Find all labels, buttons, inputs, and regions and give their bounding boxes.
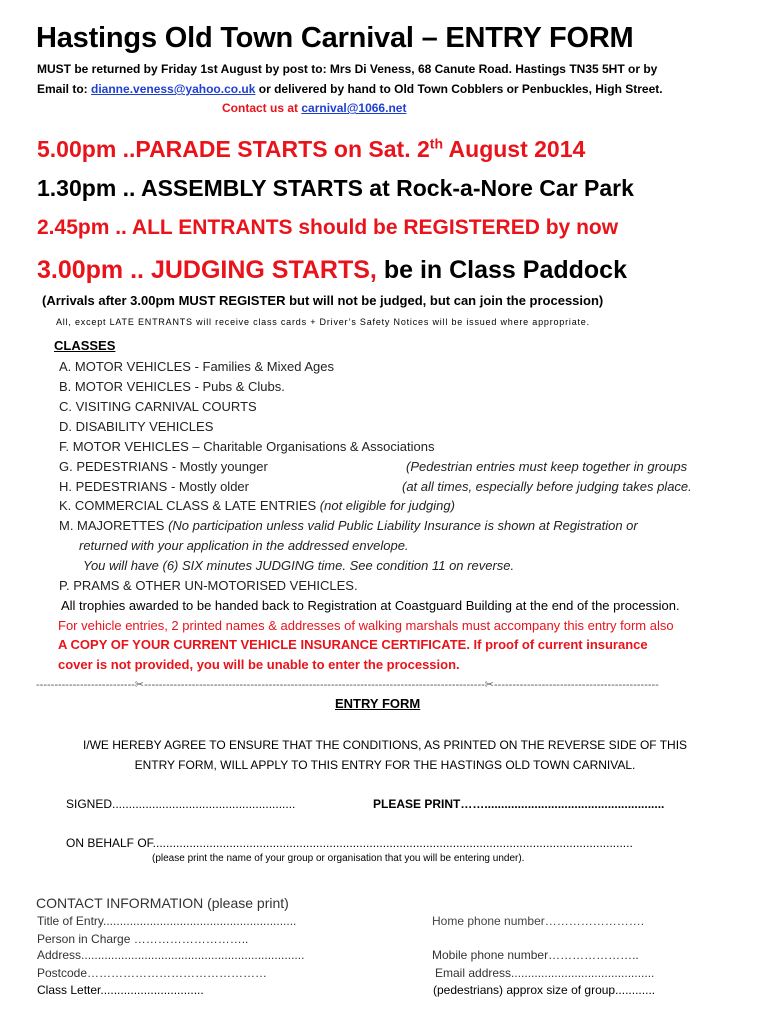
class-h-note: (at all times, especially before judging takes place. [402,479,692,494]
class-a: A. MOTOR VEHICLES - Families & Mixed Ages [59,359,334,374]
person-in-charge-field[interactable]: Person in Charge ……………………….. [37,932,249,946]
class-k [59,498,455,513]
return-instructions-line2 [37,82,663,96]
on-behalf-note: (please print the name of your group or organisation that you will be entering under). [152,853,525,864]
postcode-field[interactable]: Postcode……………………………………… [37,966,268,980]
judging-text: 3.00pm .. JUDGING STARTS, [37,256,377,284]
mobile-phone-field[interactable]: Mobile phone number………………….. [432,948,639,962]
paddock-text: be in Class Paddock [376,256,627,284]
class-c: C. VISITING CARNIVAL COURTS [59,399,257,414]
please-print-field[interactable]: PLEASE PRINT……...................................................... [373,797,665,811]
insurance-rest: . If proof of current insurance [466,637,648,652]
delivery-text: or delivered by hand to Old Town Cobblers or Penbuckles, High Street. [255,82,663,96]
insurance-highlight: A COPY OF YOUR CURRENT VEHICLE INSURANCE CERTIFICATE [58,637,467,652]
signed-field[interactable]: SIGNED....................................................... [66,797,296,811]
assembly-time: 1.30pm .. ASSEMBLY STARTS at Rock-a-Nore Car Park [37,175,634,201]
contact-line [222,101,406,115]
group-size-field[interactable]: (pedestrians) approx size of group............ [433,983,656,997]
class-m-note-3: You will have (6) SIX minutes JUDGING time. See condition 11 on reverse. [83,558,515,573]
address-field[interactable]: Address................................................................... [37,948,305,962]
class-m [59,518,638,533]
return-instructions-line1: MUST be returned by Friday 1st August by post to: Mrs Di Veness, 68 Canute Road. Hastings TN35 5HT or by [37,62,658,76]
agreement-line-2: ENTRY FORM, WILL APPLY TO THIS ENTRY FOR THE HASTINGS OLD TOWN CARNIVAL. [134,758,636,772]
cut-line: ---------------------------✂---------------------------------------------------------------------------------------------✂--------------------------------------------- [36,679,659,691]
email-address-field[interactable]: Email address........................................... [435,966,655,980]
parade-date: August 2014 [443,136,586,162]
class-g-note: (Pedestrian entries must keep together in groups [406,459,688,474]
class-cards-note: All, except LATE ENTRANTS will receive class cards + Driver’s Safety Notices will be issued where appropriate. [56,317,590,327]
class-m-note-1: (No participation unless valid Public Liability Insurance is shown at Registration or [168,518,638,533]
judging-time [37,256,627,285]
parade-time [37,136,585,163]
email-to-label: Email to: [37,82,92,96]
class-p: P. PRAMS & OTHER UN-MOTORISED VEHICLES. [59,578,358,593]
class-d: D. DISABILITY VEHICLES [59,419,214,434]
registration-time: 2.45pm .. ALL ENTRANTS should be REGISTERED by now [37,216,619,239]
on-behalf-field[interactable]: ON BEHALF OF................................................................................................................................................ [66,836,633,850]
agreement-line-1: I/WE HEREBY AGREE TO ENSURE THAT THE CONDITIONS, AS PRINTED ON THE REVERSE SIDE OF THIS [82,738,688,752]
entry-form-heading: ENTRY FORM [335,696,421,711]
class-k-note: (not eligible for judging) [319,498,455,513]
home-phone-field[interactable]: Home phone number……………………. [432,914,645,928]
class-m-note-2: returned with your application in the addressed envelope. [79,538,409,553]
arrivals-note: (Arrivals after 3.00pm MUST REGISTER but will not be judged, but can join the procession) [42,293,604,308]
contact-email-link[interactable]: carnival@1066.net [301,101,407,115]
class-b: B. MOTOR VEHICLES - Pubs & Clubs. [59,379,285,394]
vehicle-entries-note: For vehicle entries, 2 printed names & addresses of walking marshals must accompany this entry form also [58,618,674,633]
return-email-link[interactable]: dianne.veness@yahoo.co.uk [91,82,256,96]
class-g: G. PEDESTRIANS - Mostly younger [59,459,268,474]
trophies-note: All trophies awarded to be handed back to Registration at Coastguard Building at the end of the procession. [61,598,680,613]
insurance-note-2: cover is not provided, you will be unable to enter the procession. [58,657,460,672]
title-of-entry-field[interactable]: Title of Entry.......................................................... [37,914,297,928]
parade-sup: th [429,135,443,152]
class-letter-field[interactable]: Class Letter............................... [37,983,204,997]
class-h: H. PEDESTRIANS - Mostly older [59,479,249,494]
classes-heading: CLASSES [54,338,116,353]
page-title: Hastings Old Town Carnival – ENTRY FORM [36,22,634,54]
class-f: F. MOTOR VEHICLES – Charitable Organisations & Associations [59,439,435,454]
contact-heading: CONTACT INFORMATION (please print) [36,895,289,911]
class-m-label: M. MAJORETTES [59,518,169,533]
parade-text: 5.00pm ..PARADE STARTS on Sat. 2 [37,136,430,162]
class-k-label: K. COMMERCIAL CLASS & LATE ENTRIES [59,498,320,513]
contact-label: Contact us at [222,101,302,115]
insurance-note [58,637,648,652]
